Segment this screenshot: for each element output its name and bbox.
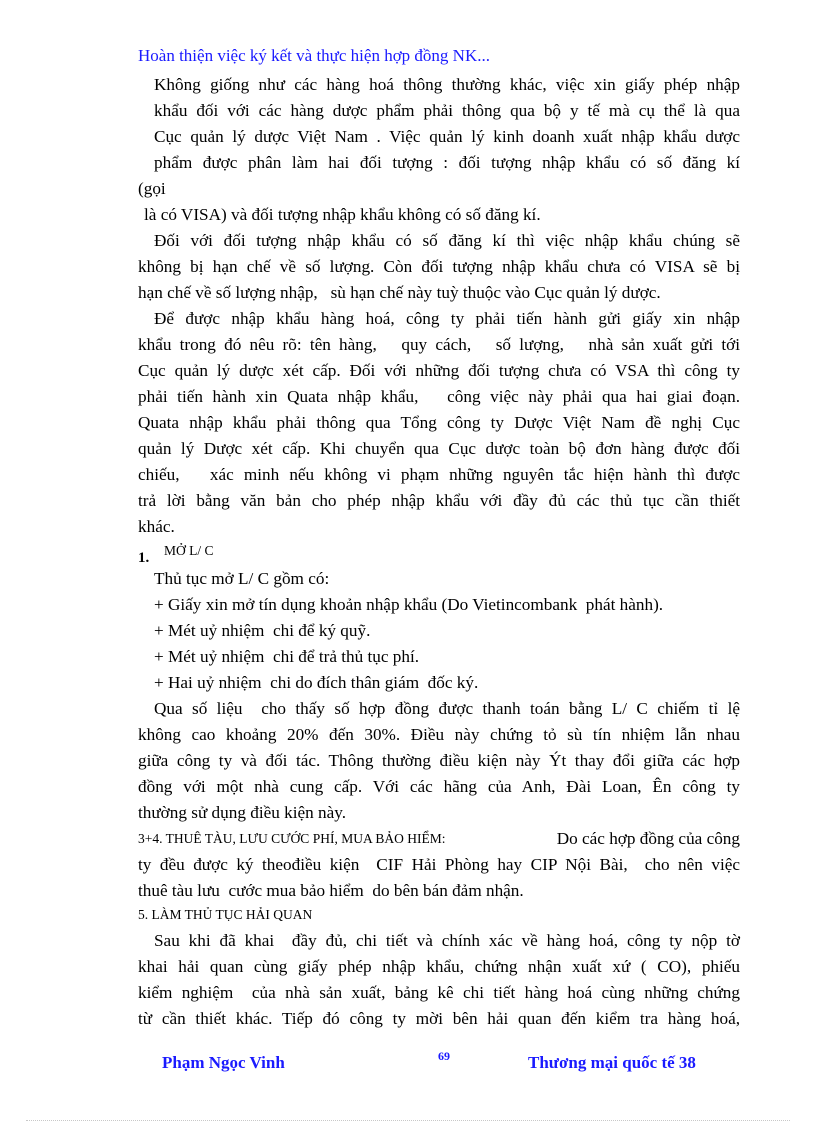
text-line: Không giống như các hàng hoá thông thường khác, việc xin giấy phép nhập [154,75,740,94]
text-line: kiểm nghiệm của nhà sản xuất, bảng kê chi tiết hàng hoá cùng những chứng [138,983,740,1002]
text-line: không cao khoảng 20% đến 30%. Điều này chứng tỏ sù tín nhiệm lẫn nhau [138,725,740,744]
text-line: Qua số liệu cho thấy số hợp đồng được thanh toán bằng L/ C chiếm tỉ lệ [154,699,740,718]
text-line: khẩu trong đó nêu rõ: tên hàng, quy cách, số lượng, nhà sản xuất gửi tới [138,335,740,354]
text-line: đồng với một nhà cung cấp. Với các hãng của Anh, Đài Loan, Ên công ty [138,777,740,796]
footer-author: Phạm Ngọc Vinh [162,1053,285,1072]
paragraph-5 [138,928,740,1032]
document-body [138,72,740,1032]
text-line: phải tiến hành xin Quata nhập khẩu, công việc này phải qua hai giai đoạn. [138,387,740,406]
page-number: 69 [438,1049,450,1063]
list-intro: Thủ tục mở L/ C gồm có: [154,569,330,588]
text-line: chiếu, xác minh nếu không vi phạm những nguyên tắc hiện hành thì được [138,465,740,484]
text-line: từ cần thiết khác. Tiếp đó công ty mời bên hải quan đến kiểm tra hàng hoá, [138,1009,740,1028]
text-line: Cục quản lý dược xét cấp. Đối với những đối tượng chưa có VSA thì công ty [138,361,740,380]
list-item: + Mét uỷ nhiệm chi để trả thủ tục phí. [154,647,420,666]
lc-procedure-list [138,566,740,696]
paragraph-4 [138,696,740,826]
list-item: + Hai uỷ nhiệm chi do đích thân giám đốc ký. [154,673,479,692]
text-line: quản lý Dược xét cấp. Khi chuyển qua Cục dược toàn bộ đơn hàng được đối [138,439,740,458]
text-line: (gọi [138,179,166,198]
text-line: thuê tàu lưu cước mua bảo hiểm do bên bán đảm nhận. [138,881,524,900]
list-item: + Giấy xin mở tín dụng khoản nhập khẩu (Do Vietincombank phát hành). [154,595,664,614]
text-line: phẩm được phân làm hai đối tượng : đối tượng nhập khẩu có số đăng kí [154,153,740,172]
text-line: khai hải quan cùng giấy phép nhập khẩu, chứng nhận xuất xứ ( CO), phiếu [138,957,740,976]
text-line: Cục quản lý dược Việt Nam . Việc quản lý kinh doanh xuất nhập khẩu dược [154,127,740,146]
text-line: ty đều được ký theođiều kiện CIF Hải Phòng hay CIP Nội Bài, cho nên việc [138,855,740,874]
section-number: 1. [138,550,150,566]
text-line: khẩu đối với các hàng dược phẩm phải thông qua bộ y tế mà cụ thể là qua [154,101,740,120]
text-line: thường sử dụng điều kiện này. [138,803,347,822]
paragraph-2 [138,228,740,306]
text-line: giữa công ty và đối tác. Thông thường điều kiện này Ýt thay đổi giữa các hợp [138,751,740,770]
text-line: trả lời bằng văn bản cho phép nhập khẩu với đầy đủ các thủ tục cần thiết [138,491,740,510]
text-line: khác. [138,517,175,536]
section-3-4-heading: 3+4. THUÊ TÀU, LƯU CƯỚC PHÍ, MUA BẢO HIỂM: [138,831,446,846]
paragraph-1 [138,72,740,228]
section-5-heading [138,904,740,926]
text-line: Do các hợp đồng của công [552,829,740,848]
footer-course: Thương mại quốc tế 38 [528,1053,696,1072]
page-footer [0,1049,816,1083]
list-item: + Mét uỷ nhiệm chi để ký quỹ. [154,621,371,640]
section-3-4-first-line [138,826,740,852]
section-title: 5. LÀM THỦ TỤC HẢI QUAN [138,907,313,922]
text-line: hạn chế về số lượng nhập, sù hạn chế này tuỳ thuộc vào Cục quản lý dược. [138,283,661,302]
text-line: Để được nhập khẩu hàng hoá, công ty phải tiến hành gửi giấy xin nhập [154,309,740,328]
page-bottom-divider [26,1120,790,1121]
section-1-heading [138,540,740,566]
page-header-title: Hoàn thiện việc ký kết và thực hiện hợp đồng NK... [138,46,490,65]
text-line: Đối với đối tượng nhập khẩu có số đăng kí thì việc nhập khẩu chúng sẽ [154,231,740,250]
text-line: không bị hạn chế về số lượng. Còn đối tượng nhập khẩu chưa có VISA sẽ bị [138,257,740,276]
section-3-4 [138,826,740,904]
text-line: là có VISA) và đối tượng nhập khẩu không có số đăng kí. [144,205,541,224]
paragraph-3 [138,306,740,540]
text-line: Sau khi đã khai đầy đủ, chi tiết và chính xác về hàng hoá, công ty nộp tờ [154,931,740,950]
text-line: Quata nhập khẩu phải thông qua Tổng công ty Dược Việt Nam đề nghị Cục [138,413,740,432]
section-title: MỞ L/ C [164,543,214,558]
